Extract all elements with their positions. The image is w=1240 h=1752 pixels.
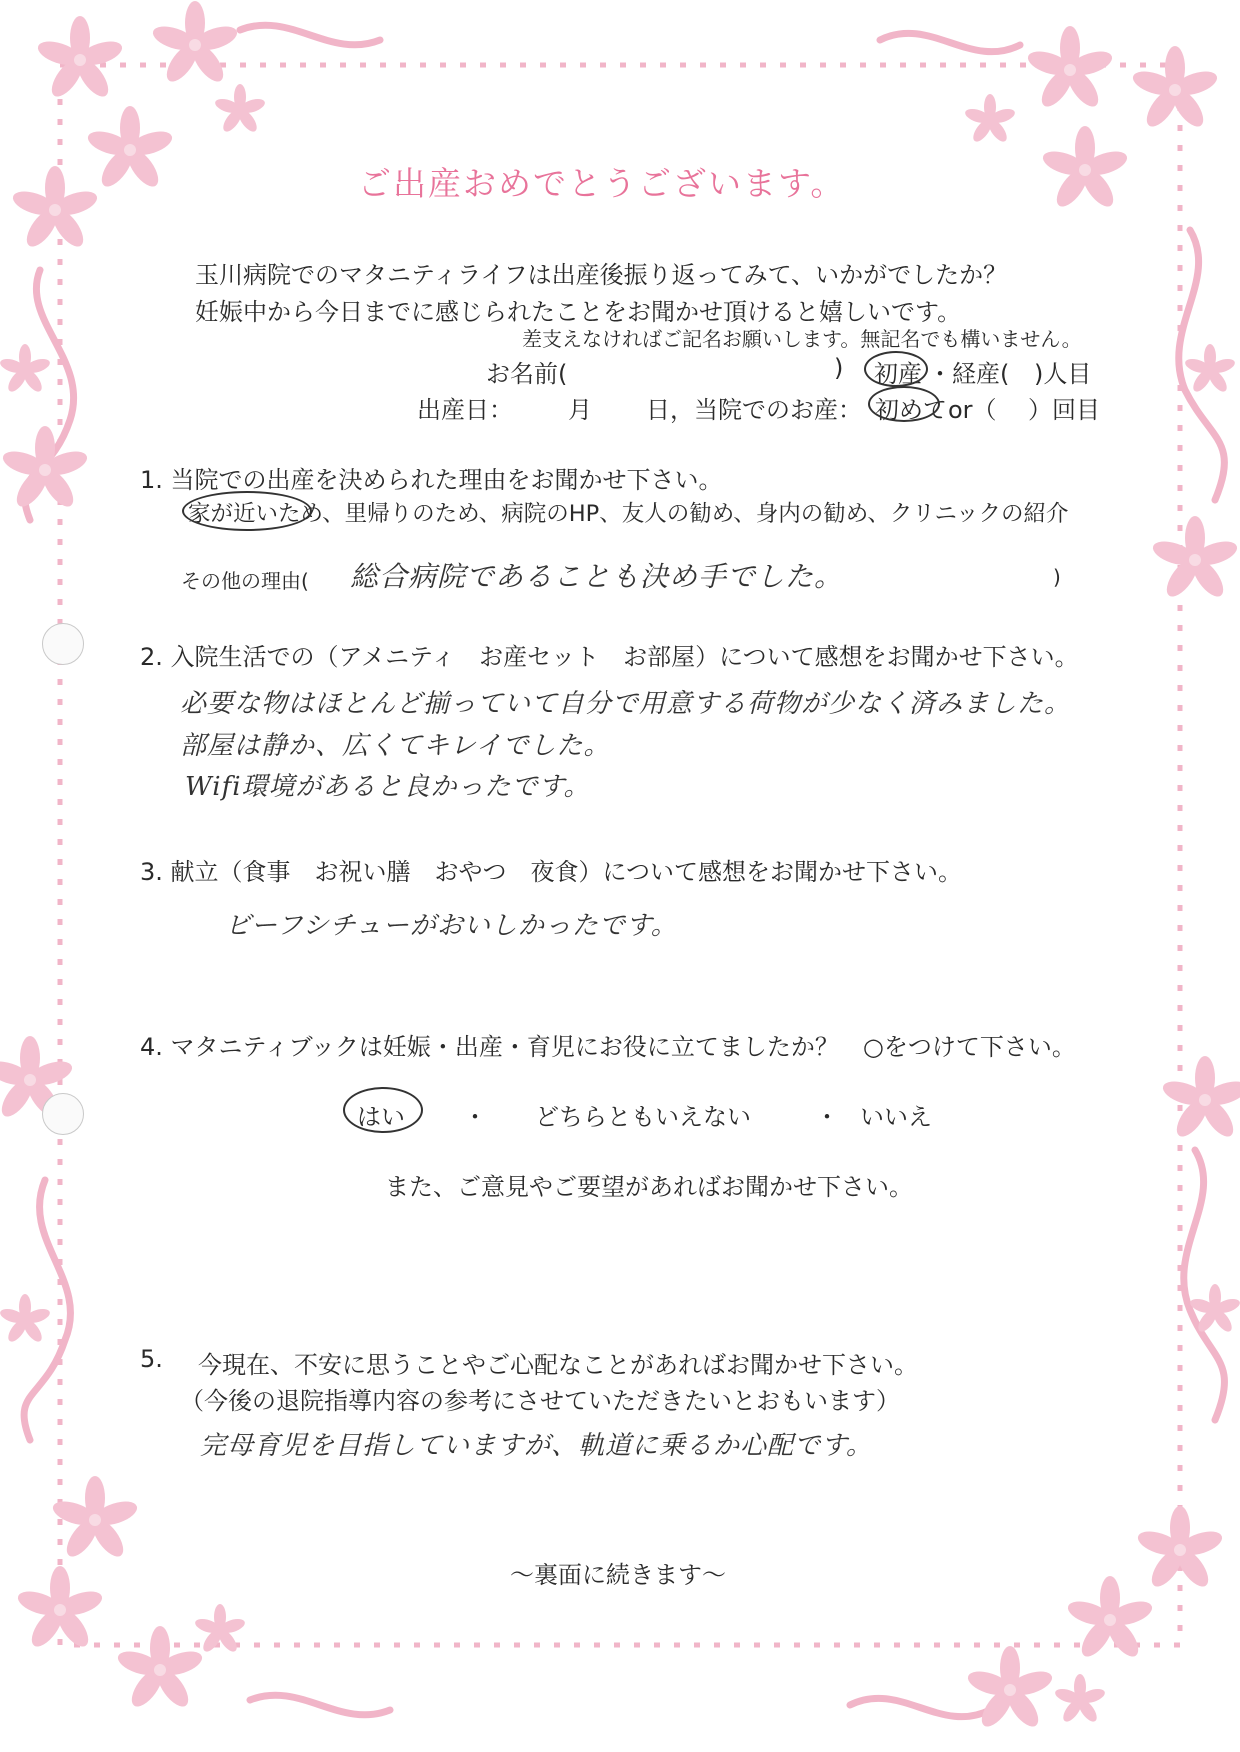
name-close: ) bbox=[834, 354, 844, 382]
continued-on-back: 〜裏面に続きます〜 bbox=[510, 1561, 726, 1589]
q4-separator-1: ・ bbox=[463, 1103, 487, 1131]
birth-count-close: )人目 bbox=[1034, 360, 1092, 388]
name-label: お名前( bbox=[486, 360, 568, 388]
first-birth-option: 初産 bbox=[874, 360, 922, 388]
birth-month: 月 bbox=[568, 396, 592, 424]
birth-date-label: 出産日： bbox=[417, 396, 513, 424]
q4-choice-no: いいえ bbox=[860, 1103, 932, 1131]
first-birth-circle bbox=[864, 351, 928, 387]
q3-question: 3. 献立（食事 お祝い膳 おやつ 夜食）について感想をお聞かせ下さい。 bbox=[140, 858, 963, 886]
name-separator: ・ bbox=[928, 360, 952, 388]
first-time-circle bbox=[868, 386, 940, 422]
intro-line-1: 玉川病院でのマタニティライフは出産後振り返ってみて、いかがでしたか？ bbox=[195, 261, 1008, 289]
q1-other-close: ) bbox=[1053, 565, 1061, 589]
repeat-birth-option: 経産( bbox=[952, 360, 1010, 388]
q1-question: 1. 当院での出産を決められた理由をお聞かせ下さい。 bbox=[140, 466, 723, 494]
binder-hole-top bbox=[42, 623, 84, 665]
q5-handwritten-answer: 完母育児を目指していますが、軌道に乗るか心配です。 bbox=[200, 1431, 873, 1461]
q2-handwritten-answer-3: Wifi環境があると良かったです。 bbox=[185, 772, 591, 802]
or-label: or（ bbox=[948, 396, 997, 424]
q4-question: 4. マタニティブックは妊娠・出産・育児にお役に立てましたか？ ○をつけて下さい。 bbox=[140, 1033, 1076, 1061]
intro-line-2: 妊娠中から今日までに感じられたことをお聞かせ頂けると嬉しいです。 bbox=[195, 298, 962, 326]
q1-options: 家が近いため、里帰りのため、病院のHP、友人の勧め、身内の勧め、クリニックの紹介 bbox=[188, 501, 1069, 527]
q4-followup: また、ご意見やご要望があればお聞かせ下さい。 bbox=[385, 1173, 913, 1201]
q5-subtext: （今後の退院指導内容の参考にさせていただきたいとおもいます） bbox=[180, 1387, 900, 1415]
first-time-option: 初めて bbox=[875, 396, 947, 424]
q4-separator-2: ・ bbox=[815, 1103, 839, 1131]
times-label: ）回目 bbox=[1028, 396, 1100, 424]
q2-handwritten-answer-2: 部屋は静か、広くてキレイでした。 bbox=[180, 731, 611, 761]
q4-yes-circle bbox=[343, 1087, 423, 1133]
q3-handwritten-answer: ビーフシチューがおいしかったです。 bbox=[225, 911, 678, 941]
q1-selected-circle bbox=[182, 491, 312, 531]
page-title: ご出産おめでとうございます。 bbox=[358, 164, 846, 203]
q2-question: 2. 入院生活での（アメニティ お産セット お部屋）について感想をお聞かせ下さい。 bbox=[140, 643, 1079, 671]
q1-other-label: その他の理由( bbox=[181, 569, 309, 593]
intro-note: 差支えなければご記名お願いします。無記名でも構いません。 bbox=[522, 327, 1082, 351]
binder-hole-bottom bbox=[42, 1093, 84, 1135]
birth-day-label: 日，当院でのお産： bbox=[646, 396, 862, 424]
q2-handwritten-answer-1: 必要な物はほとんど揃っていて自分で用意する荷物が少なく済みました。 bbox=[180, 689, 1072, 719]
q1-handwritten-answer: 総合病院であることも決め手でした。 bbox=[350, 560, 844, 593]
q4-choice-yes: はい bbox=[357, 1103, 405, 1131]
q5-number: 5. bbox=[140, 1345, 163, 1373]
q4-choice-neutral: どちらともいえない bbox=[535, 1103, 751, 1131]
q5-question: 今現在、不安に思うことやご心配なことがあればお聞かせ下さい。 bbox=[198, 1351, 918, 1379]
